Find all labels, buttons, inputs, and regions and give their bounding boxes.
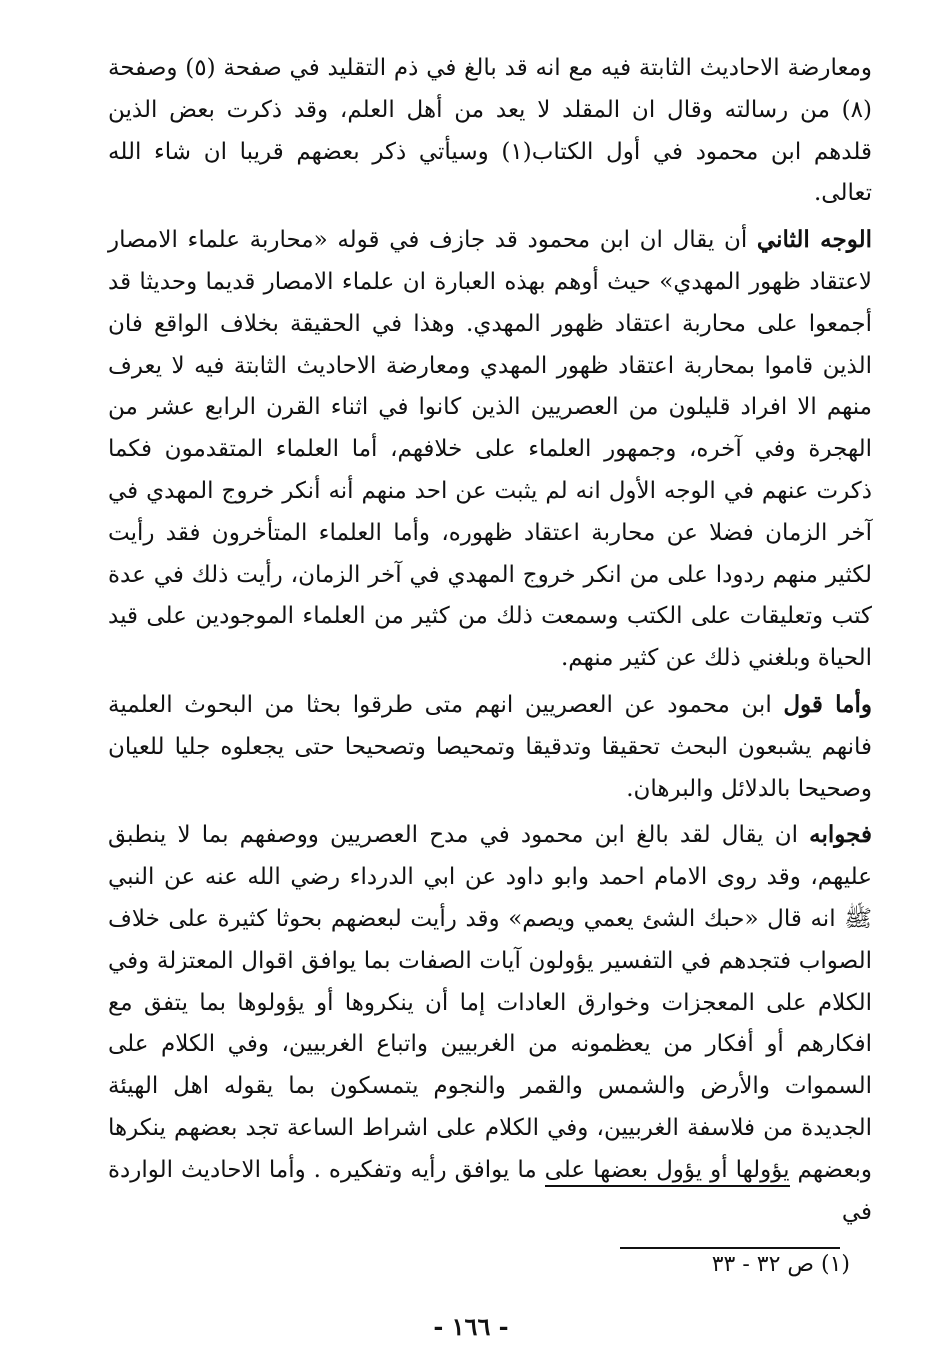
paragraph-3 bbox=[108, 684, 872, 810]
footnote: (١) ص ٣٢ - ٣٣ bbox=[711, 1252, 850, 1277]
footnote-separator bbox=[620, 1247, 840, 1249]
paragraph-2 bbox=[108, 219, 872, 680]
paragraph-2-lead: الوجه الثاني bbox=[756, 226, 872, 254]
paragraph-4 bbox=[108, 814, 872, 1233]
page-number: - ١٦٦ - bbox=[433, 1312, 509, 1341]
paragraph-1-text: ومعارضة الاحاديث الثابتة فيه مع انه قد بالغ في ذم التقليد في صفحة (٥) وصفحة (٨) من رسالته وقال ان المقلد لا يعد من أهل العلم، وقد ذكرت بعض الذين قلدهم ابن محمود في أول الكتاب(١) وسيأتي ذكر بعضهم قريبا ان شاء الله تعالى. bbox=[108, 55, 872, 207]
paragraph-4-lead: فجوابه bbox=[809, 821, 872, 849]
body-text bbox=[108, 48, 872, 1233]
paragraph-4-text: ان يقال لقد بالغ ابن محمود في مدح العصريين ووصفهم بما لا ينطبق عليهم، وقد روى الامام احمد وابو داود عن ابي الدرداء رضي الله عنه عن النبي ﷺ انه قال «حبك الشئ يعمي ويصم» وقد رأيت لبعضهم بحوثا كثيرة على خلاف الصواب فتجدهم في التفسير يؤولون آيات الصفات بما يوافق اقوال المعتزلة وفي الكلام على المعجزات وخوارق العادات إما أن ينكروها أو يؤولوها بما يتفق مع افكارهم أو أفكار من يعظمونه من الغربيين واتباع الغربيين، وفي الكلام على السموات والأرض والشمس والقمر والنجوم يتمسكون بما يقوله اهل الهيئة الجديدة من فلاسفة الغربيين، وفي الكلام على اشراط الساعة تجد بعضهم ينكرها وبعضهم bbox=[108, 822, 872, 1183]
paragraph-2-text: أن يقال ان ابن محمود قد جازف في قوله «محاربة علماء الامصار لاعتقاد ظهور المهدي» حيث أوهم بهذه العبارة ان علماء الامصار قديما وحديثا قد أجمعوا على محاربة اعتقاد ظهور المهدي. وهذا في الحقيقة بخلاف الواقع فان الذين قاموا بمحاربة اعتقاد ظهور المهدي ومعارضة الاحاديث الثابتة فيه لا يعرف منهم الا افراد قليلون من العصريين الذين كانوا في اثناء القرن الرابع عشر من الهجرة وفي آخره، وجمهور العلماء على خلافهم، أما العلماء المتقدمون فكما ذكرت عنهم في الوجه الأول انه لم يثبت عن احد منهم أنه أنكر خروج المهدي في آخر الزمان فضلا عن محاربة اعتقاد ظهوره، وأما العلماء المتأخرون فقد رأيت لكثير منهم ردودا على من انكر خروج المهدي في آخر الزمان، رأيت ذلك في عدة كتب وتعليقات على الكتب وسمعت ذلك من كثير من العلماء الموجودين على قيد الحياة وبلغني ذلك عن كثير منهم. bbox=[108, 227, 872, 672]
paragraph-3-lead: وأما قول bbox=[783, 690, 873, 718]
paragraph-1 bbox=[108, 48, 872, 215]
underlined-phrase: يؤولها أو يؤول بعضها على bbox=[545, 1157, 790, 1187]
paragraph-3-text: ابن محمود عن العصريين انهم متى طرقوا بحثا من البحوث العلمية فانهم يشبعون البحث تحقيقا وتدقيقا وتمحيصا وتصحيحا حتى يجعلوه جليا للعيان وصحيحا بالدلائل والبرهان. bbox=[108, 691, 872, 802]
paragraph-4-tail: ما يوافق رأيه وتفكيره . وأما الاحاديث الواردة في bbox=[108, 1156, 872, 1225]
